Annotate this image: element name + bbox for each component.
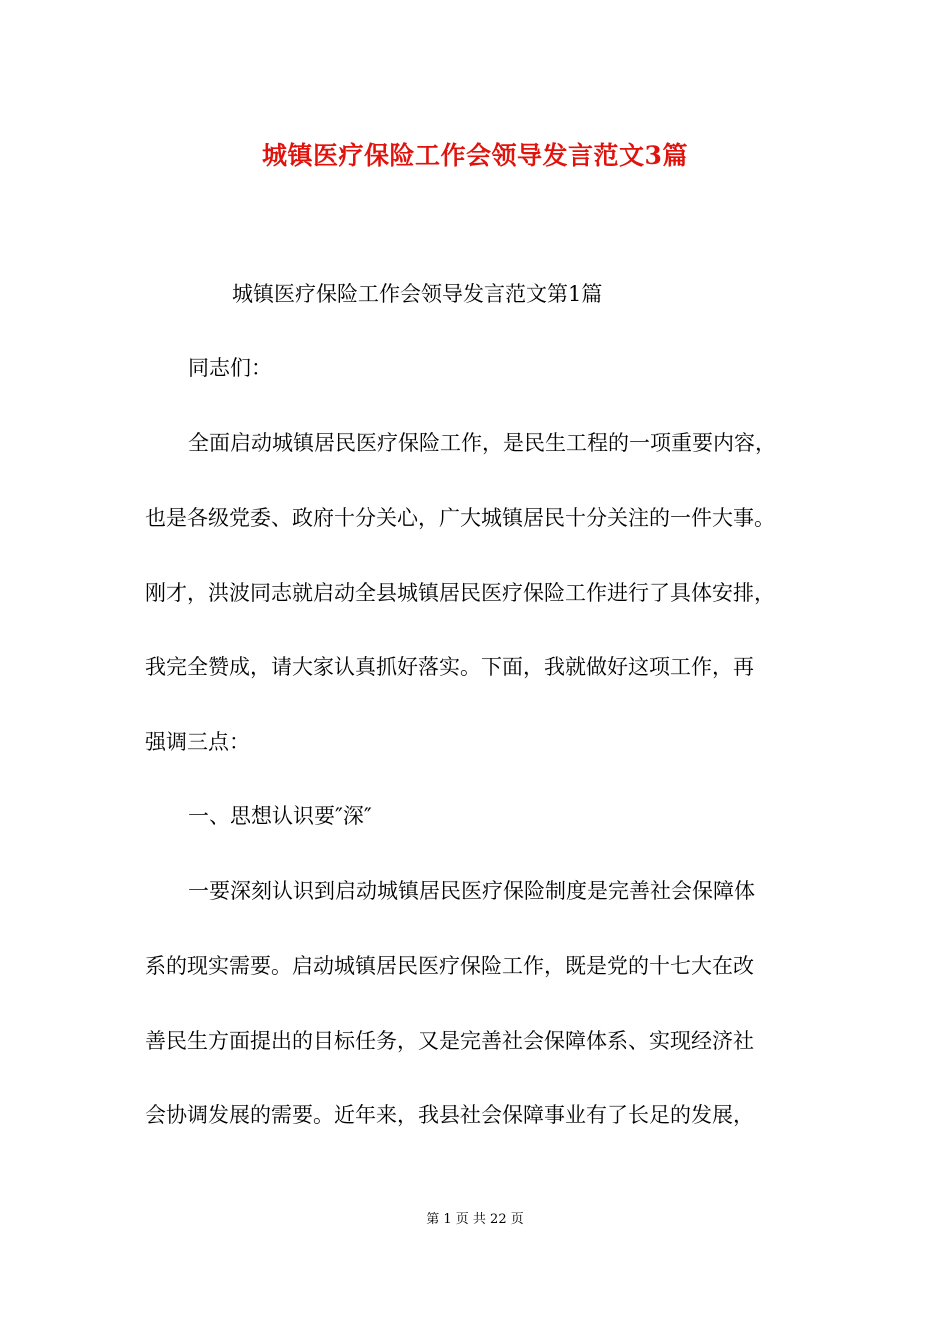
paragraph-line: 我完全赞成，请大家认真抓好落实。下面，我就做好这项工作，再 [145, 655, 754, 679]
paragraph-line: 强调三点： [145, 730, 250, 754]
salutation: 同志们： [188, 356, 272, 380]
paragraph-line: 善民生方面提出的目标任务，又是完善社会保障体系、实现经济社 [145, 1029, 754, 1053]
paragraph-line: 系的现实需要。启动城镇居民医疗保险工作，既是党的十七大在改 [145, 954, 754, 978]
section-heading: 城镇医疗保险工作会领导发言范文第1篇 [232, 282, 603, 306]
paragraph-line: 会协调发展的需要。近年来，我县社会保障事业有了长足的发展， [145, 1103, 754, 1127]
page-number-footer: 第 1 页 共 22 页 [426, 1212, 524, 1227]
paragraph-line: 一要深刻认识到启动城镇居民医疗保险制度是完善社会保障体 [188, 879, 755, 903]
subheading: 一、思想认识要″深″ [188, 804, 372, 828]
paragraph-line: 全面启动城镇居民医疗保险工作，是民生工程的一项重要内容， [188, 431, 776, 455]
paragraph-line: 也是各级党委、政府十分关心，广大城镇居民十分关注的一件大事。 [145, 506, 775, 530]
paragraph-line: 刚才，洪波同志就启动全县城镇居民医疗保险工作进行了具体安排， [145, 581, 775, 605]
document-title: 城镇医疗保险工作会领导发言范文3篇 [262, 141, 688, 170]
